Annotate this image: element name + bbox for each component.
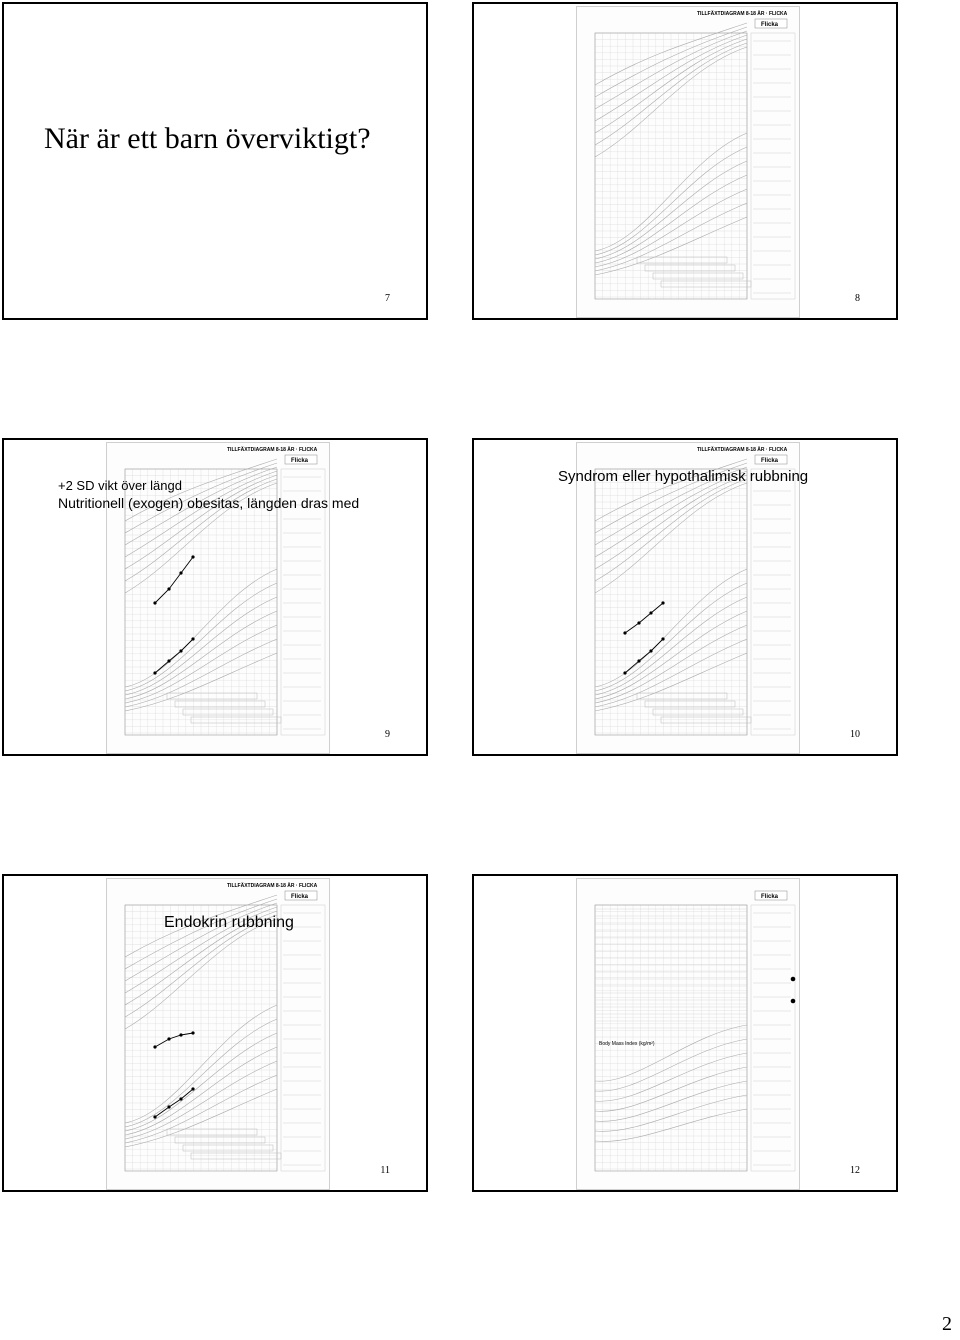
pubertal-box (645, 265, 735, 271)
height-series-line (155, 1033, 193, 1047)
bmi-chart-graphic (577, 879, 799, 1189)
height-point (179, 571, 182, 574)
slide-caption-line1: +2 SD vikt över längd (58, 478, 182, 493)
page-number: 2 (942, 1313, 952, 1335)
weight-point (191, 1087, 194, 1090)
pubertal-box (661, 281, 751, 287)
chart-header: TILLFÄXTDIAGRAM 8-18 ÅR · FLICKA (697, 11, 788, 17)
info-column (751, 33, 795, 299)
growth-chart-graphic (577, 7, 799, 317)
weight-series-line (625, 639, 663, 673)
pubertal-box (191, 717, 281, 723)
weight-point (153, 1115, 156, 1118)
slide-10 (472, 438, 898, 756)
height-series-line (155, 557, 193, 603)
pubertal-box (653, 709, 743, 715)
weight-point (167, 659, 170, 662)
chart-badge: Flicka (291, 894, 309, 900)
info-column (751, 905, 795, 1171)
height-point (191, 1031, 194, 1034)
weight-point (623, 671, 626, 674)
chart-header: TILLFÄXTDIAGRAM 8-18 ÅR · FLICKA (227, 883, 318, 889)
bmi-point (791, 977, 796, 982)
bmi-chart (576, 878, 800, 1190)
slide-caption-line1: Syndrom eller hypothalimisk rubbning (558, 468, 809, 485)
height-point (179, 1033, 182, 1036)
pubertal-box (167, 1129, 257, 1135)
growth-chart-graphic (577, 443, 799, 753)
chart-badge: Flicka (291, 458, 309, 464)
height-point (167, 587, 170, 590)
height-point (661, 601, 664, 604)
pubertal-box (183, 709, 273, 715)
pubertal-box (191, 1153, 281, 1159)
bmi-point (791, 999, 796, 1004)
weight-point (191, 637, 194, 640)
slide-9 (2, 438, 428, 756)
weight-point (179, 1097, 182, 1100)
pubertal-box (645, 701, 735, 707)
height-point (649, 611, 652, 614)
chart-badge: Flicka (761, 894, 779, 900)
slide-number: 10 (850, 729, 860, 740)
chart-header: TILLFÄXTDIAGRAM 8-18 ÅR · FLICKA (697, 447, 788, 453)
chart-badge: Flicka (761, 22, 779, 28)
weight-point (179, 649, 182, 652)
weight-point (661, 637, 664, 640)
bmi-title: Body Mass Index (kg/m²) (599, 1041, 655, 1047)
pubertal-box (183, 1145, 273, 1151)
chart-header: TILLFÄXTDIAGRAM 8-18 ÅR · FLICKA (227, 447, 318, 453)
slide-title: När är ett barn överviktigt? (44, 122, 371, 155)
slide-caption-line1: Endokrin rubbning (164, 914, 294, 931)
slide-caption-line2: Nutritionell (exogen) obesitas, längden dras med (58, 495, 360, 511)
weight-series-line (155, 639, 193, 673)
height-point (191, 555, 194, 558)
height-point (623, 631, 626, 634)
info-column (281, 905, 325, 1171)
weight-point (167, 1105, 170, 1108)
slide-11 (2, 874, 428, 1192)
height-point (637, 621, 640, 624)
slide-number: 12 (850, 1165, 860, 1176)
pubertal-box (653, 273, 743, 279)
weight-point (637, 659, 640, 662)
weight-point (153, 671, 156, 674)
growth-chart (576, 6, 800, 318)
height-point (167, 1037, 170, 1040)
slide-8 (472, 2, 898, 320)
slide-number: 7 (385, 293, 390, 304)
slide-number: 11 (380, 1165, 390, 1176)
growth-chart (576, 442, 800, 754)
slide-number: 9 (385, 729, 390, 740)
chart-badge: Flicka (761, 458, 779, 464)
pubertal-box (175, 701, 265, 707)
pubertal-box (637, 693, 727, 699)
pubertal-box (167, 693, 257, 699)
pubertal-box (661, 717, 751, 723)
pubertal-box (637, 257, 727, 263)
info-column (751, 469, 795, 735)
slide-12 (472, 874, 898, 1192)
slide-7 (2, 2, 428, 320)
height-point (153, 1045, 156, 1048)
height-point (153, 601, 156, 604)
pubertal-box (175, 1137, 265, 1143)
weight-point (649, 649, 652, 652)
slide-number: 8 (855, 293, 860, 304)
